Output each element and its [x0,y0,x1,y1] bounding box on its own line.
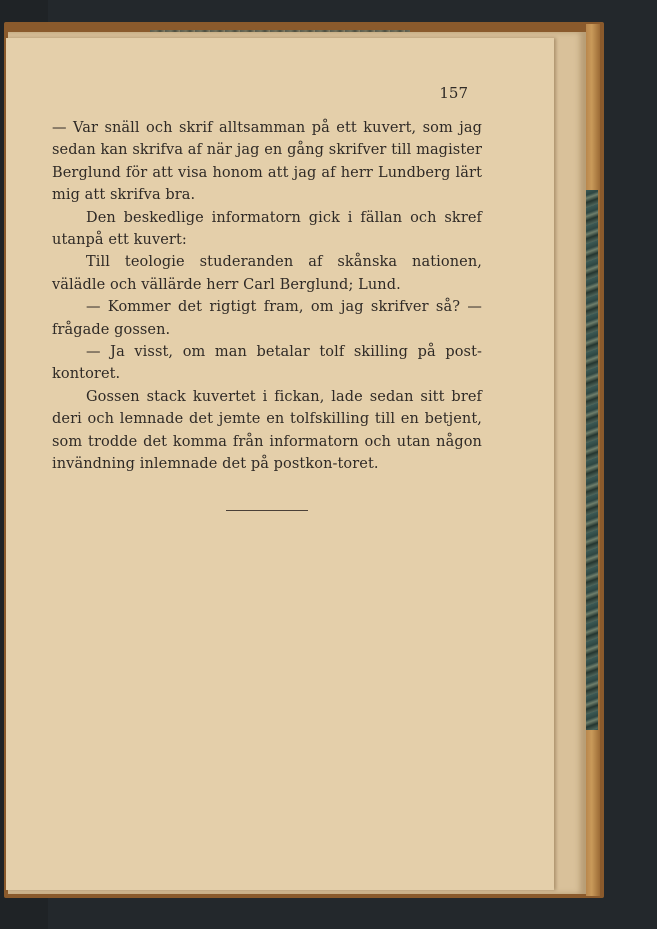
paragraph: Gossen stack kuvertet i fickan, lade sedan sitt bref deri och lemnade det jemte en tolfskilling till en betjent, som trodde det komma från informatorn och utan någon invändning inlemnade det på postkon-toret. [52,388,482,473]
paragraph: — Var snäll och skrif alltsamman på ett kuvert, som jag sedan kan skrifva af när jag en gång skrifver till magister Berglund för att visa honom att jag af herr Lundberg lärt mig att skrifva bra. [52,120,482,204]
page-number: 157 [439,84,468,102]
body-text [52,117,482,476]
paragraph: — Kommer det rigtigt fram, om jag skrifver så? — frågade gossen. [52,299,482,338]
section-rule [226,510,308,511]
marbled-endpaper [586,190,598,730]
paragraph: Till teologie studeranden af skånska nationen, välädle och vällärde herr Carl Berglund; Lund. [52,254,482,293]
paragraph: — Ja visst, om man betalar tolf skilling på post-kontoret. [52,344,482,383]
paragraph: Den beskedlige informatorn gick i fällan och skref utanpå ett kuvert: [52,209,482,249]
